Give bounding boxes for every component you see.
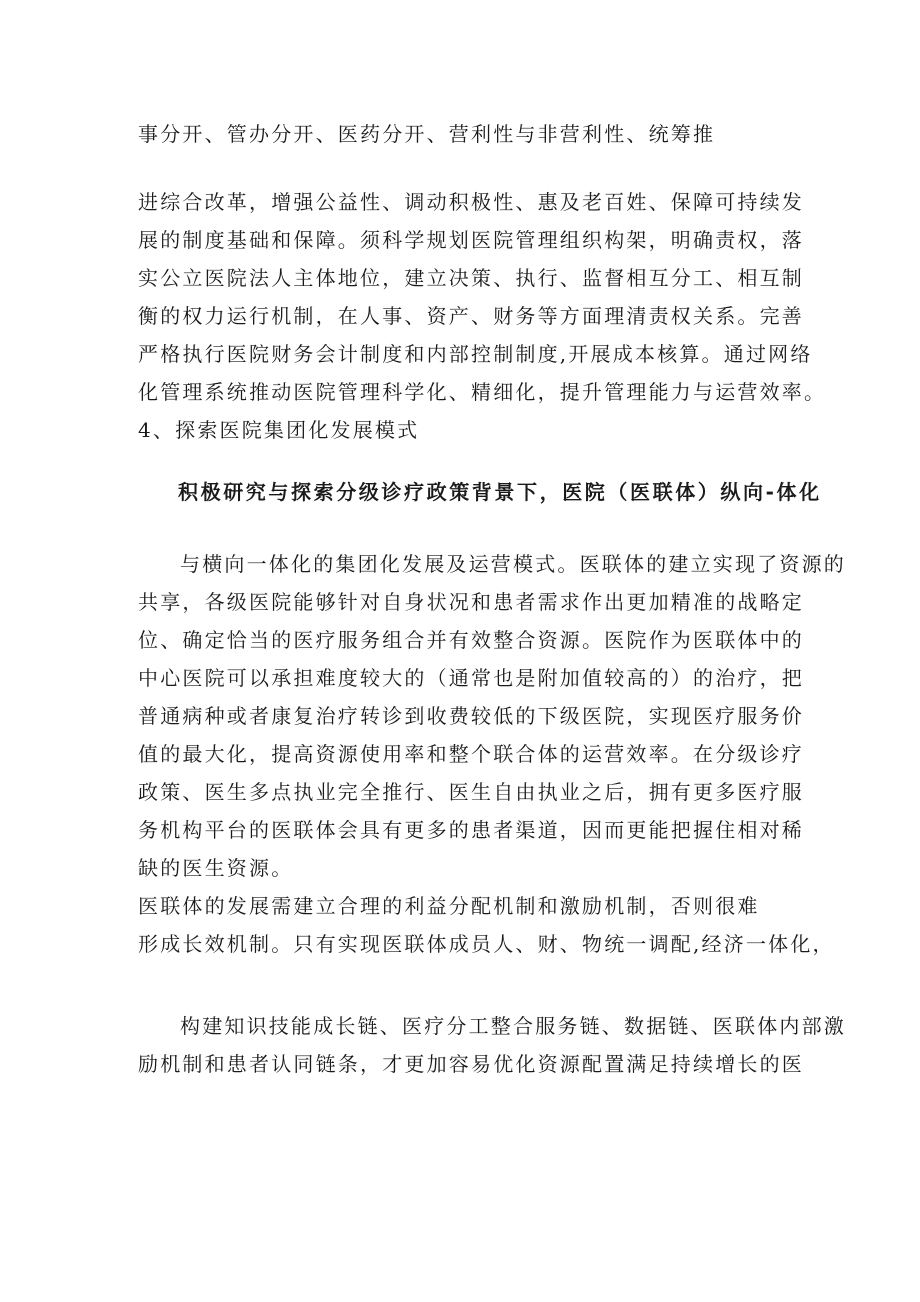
text-line: 位、确定恰当的医疗服务组合并有效整合资源。医院作为医联体中的: [138, 628, 804, 652]
text-line: 值的最大化，提高资源使用率和整个联合体的运营效率。在分级诊疗: [138, 742, 804, 766]
text-line: 普通病种或者康复治疗转诊到收费较低的下级医院，实现医疗服务价: [138, 704, 804, 728]
text-line: 缺的医生资源。: [138, 856, 294, 880]
text-line: 励机制和患者认同链条，才更加容易优化资源配置满足持续增长的医: [138, 1052, 804, 1076]
text-line: 共享，各级医院能够针对自身状况和患者需求作出更加精准的战略定: [138, 590, 804, 614]
text-line: 事分开、管办分开、医药分开、营利性与非营利性、统筹推: [138, 122, 716, 146]
text-line: 衡的权力运行机制，在人事、资产、财务等方面理清责权关系。完善: [138, 304, 804, 328]
text-line: 展的制度基础和保障。须科学规划医院管理组织构架，明确责权，落: [138, 228, 804, 252]
text-line: 务机构平台的医联体会具有更多的患者渠道，因而更能把握住相对稀: [138, 818, 804, 842]
text-line: 医联体的发展需建立合理的利益分配机制和激励机制，否则很难: [138, 894, 760, 918]
text-line: 中心医院可以承担难度较大的（通常也是附加值较高的）的治疗，把: [138, 666, 804, 690]
text-line: 4、探索医院集团化发展模式: [138, 418, 420, 442]
text-line: 严格执行医院财务会计制度和内部控制制度,开展成本核算。通过网络: [138, 342, 813, 366]
text-line: 实公立医院法人主体地位，建立决策、执行、监督相互分工、相互制: [138, 266, 804, 290]
text-line: 形成长效机制。只有实现医联体成员人、财、物统一调配,经济一体化，: [138, 932, 835, 956]
paragraph-first-line: 与横向一体化的集团化发展及运营模式。医联体的建立实现了资源的: [180, 552, 846, 576]
text-line: 政策、医生多点执业完全推行、医生自由执业之后，拥有更多医疗服: [138, 780, 804, 804]
text-line: 化管理系统推动医院管理科学化、精细化，提升管理能力与运营效率。: [138, 380, 827, 404]
section-heading: 积极研究与探索分级诊疗政策背景下，医院（医联体）纵向-体化: [178, 480, 822, 504]
text-line: 进综合改革，增强公益性、调动积极性、惠及老百姓、保障可持续发: [138, 190, 804, 214]
paragraph-first-line: 构建知识技能成长链、医疗分工整合服务链、数据链、医联体内部激: [180, 1014, 846, 1038]
